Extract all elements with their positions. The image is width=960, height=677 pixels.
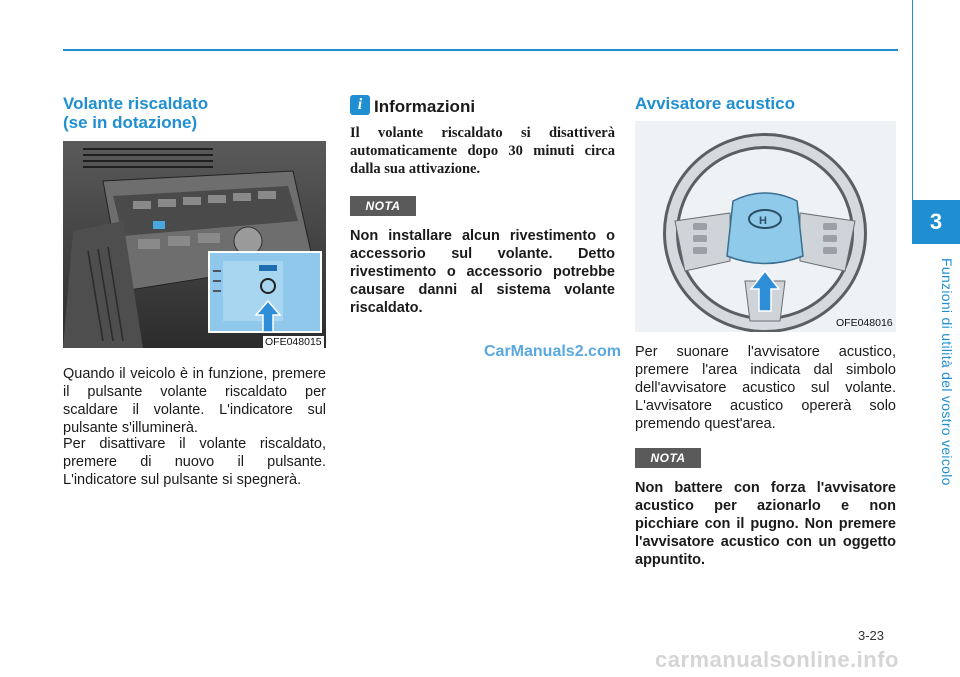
nota-text-2: Non battere con forza l'avvisatore acustico per azionarlo e non picchiare con il pugno. Non premere l'avvisatore acustico con un oggetto appuntito. [635,480,896,568]
page-number: 3-23 [858,628,885,643]
heated-wheel-paragraph-1: Quando il veicolo è in funzione, premere il pulsante volante riscaldato per scaldare il volante. L'indicatore sul pulsante s'illuminerà. [63,366,326,436]
figure-code: OFE048015 [265,336,322,348]
section-title-horn: Avvisatore acustico [635,94,795,113]
chapter-number-tab[interactable]: 3 [912,200,960,244]
footer-watermark: carmanualsonline.info [655,647,899,672]
horn-figure [635,121,896,332]
figure-code: OFE048016 [836,317,893,329]
nota-text-1: Non installare alcun rivestimento o accessorio sul volante. Detto rivestimento o accessorio potrebbe causare danni al sistema volante riscaldato. [350,228,615,316]
nota-label-2: NOTA [635,448,701,468]
title-line-1: Volante riscaldato [63,94,209,113]
watermark[interactable]: CarManuals2.com [484,343,621,360]
steering-wheel-illustration [635,121,896,332]
svg-text:H: H [759,215,767,227]
info-text: Il volante riscaldato si disattiverà automaticamente dopo 30 minuti circa dalla sua attivazione. [350,125,615,177]
section-title-heated-wheel [63,94,208,132]
heated-wheel-figure [63,141,326,348]
dashboard-illustration [63,141,326,348]
horn-paragraph-1: Per suonare l'avvisatore acustico, premere l'area indicata dal simbolo dell'avvisatore acustico sul volante. L'avvisatore acustico opererà solo premendo quest'area. [635,344,896,432]
header-rule [63,49,898,51]
info-title: Informazioni [374,97,476,116]
title-line-2: (se in dotazione) [63,113,198,132]
heated-wheel-paragraph-2: Per disattivare il volante riscaldato, premere di nuovo il pulsante. L'indicatore sul pulsante si spegnerà. [63,436,326,488]
side-rule [912,0,913,200]
info-icon: i [350,95,370,115]
chapter-title: Funzioni di utilità del vostro veicolo [939,258,955,486]
nota-label-1: NOTA [350,196,416,216]
